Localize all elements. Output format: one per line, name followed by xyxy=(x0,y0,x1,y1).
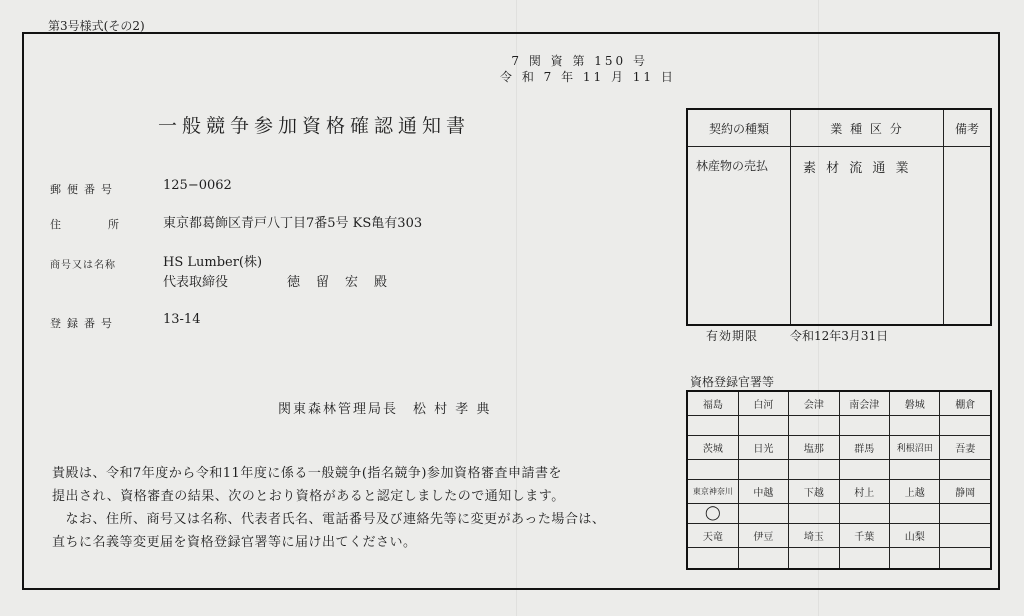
office-mark-cell xyxy=(890,459,940,479)
postal-value: 125−0062 xyxy=(163,178,232,193)
office-mark-cell xyxy=(789,459,839,479)
office-cell: 村上 xyxy=(839,479,889,503)
office-cell: 茨城 xyxy=(687,435,738,459)
office-mark-cell xyxy=(940,503,991,523)
office-mark-cell xyxy=(687,547,738,569)
registration-label: 登録番号 xyxy=(50,317,118,330)
office-cell: 東京神奈川 xyxy=(687,479,738,503)
document-title: 一般競争参加資格確認通知書 xyxy=(158,115,471,137)
office-cell: 山梨 xyxy=(890,523,940,547)
selected-office-mark: ◯ xyxy=(687,503,738,523)
office-mark-cell xyxy=(789,503,839,523)
representative-name: 徳留宏殿 xyxy=(287,275,404,290)
office-table xyxy=(686,390,992,570)
office-mark-cell xyxy=(789,547,839,569)
company-name-label: 商号又は名称 xyxy=(50,260,116,271)
office-mark-cell xyxy=(940,547,991,569)
office-mark-cell xyxy=(738,547,788,569)
issuer: 関東森林管理局長 松 村 孝 典 xyxy=(278,402,492,417)
business-category-cell: 素 材 流 通 業 xyxy=(791,147,944,326)
office-mark-cell xyxy=(738,415,788,435)
office-mark-cell xyxy=(890,503,940,523)
document-date: 令 和 7 年 11 月 11 日 xyxy=(500,70,676,84)
office-cell: 会津 xyxy=(789,391,839,415)
office-cell: 天竜 xyxy=(687,523,738,547)
body-line: なお、住所、商号又は名称、代表者氏名、電話番号及び連絡先等に変更があった場合は、 xyxy=(52,512,606,527)
document-number: 7 関 資 第 150 号 xyxy=(511,54,648,68)
office-cell: 吾妻 xyxy=(940,435,991,459)
office-cell xyxy=(940,523,991,547)
office-cell: 群馬 xyxy=(839,435,889,459)
office-mark-cell xyxy=(789,415,839,435)
office-cell: 日光 xyxy=(738,435,788,459)
office-cell: 埼玉 xyxy=(789,523,839,547)
business-category-header: 業 種 区 分 xyxy=(791,109,944,147)
body-line: 直ちに名義等変更届を資格登録官署等に届け出てください。 xyxy=(52,535,417,550)
office-cell: 南会津 xyxy=(839,391,889,415)
office-cell: 中越 xyxy=(738,479,788,503)
office-mark-cell xyxy=(940,459,991,479)
representative-title: 代表取締役 xyxy=(163,275,229,290)
body-line: 貴殿は、令和7年度から令和11年度に係る一般競争(指名競争)参加資格審査申請書を xyxy=(52,466,562,481)
office-mark-cell xyxy=(890,415,940,435)
office-cell: 上越 xyxy=(890,479,940,503)
office-cell: 利根沼田 xyxy=(890,435,940,459)
office-cell: 千葉 xyxy=(839,523,889,547)
office-cell: 福島 xyxy=(687,391,738,415)
office-caption: 資格登録官署等 xyxy=(690,375,775,389)
postal-label: 郵便番号 xyxy=(50,183,118,196)
contract-type-cell: 林産物の売払 xyxy=(687,147,791,326)
validity-date: 令和12年3月31日 xyxy=(790,329,889,343)
validity-label: 有効期限 xyxy=(706,329,759,343)
office-mark-cell xyxy=(738,503,788,523)
office-cell: 伊豆 xyxy=(738,523,788,547)
office-cell: 白河 xyxy=(738,391,788,415)
office-mark-cell xyxy=(839,459,889,479)
address-label: 住 所 xyxy=(50,218,137,231)
contract-type-header: 契約の種類 xyxy=(687,109,791,147)
office-cell: 磐城 xyxy=(890,391,940,415)
office-mark-cell xyxy=(839,415,889,435)
office-mark-cell xyxy=(839,503,889,523)
address-value: 東京都葛飾区青戸八丁目7番5号 KS亀有303 xyxy=(163,216,423,231)
office-mark-cell xyxy=(940,415,991,435)
remarks-header: 備考 xyxy=(944,109,992,147)
company-name: HS Lumber(株) xyxy=(163,255,263,270)
office-cell: 塩那 xyxy=(789,435,839,459)
form-number: 第3号様式(その2) xyxy=(48,19,145,33)
office-cell: 棚倉 xyxy=(940,391,991,415)
body-line: 提出され、資格審査の結果、次のとおり資格があると認定しましたので通知します。 xyxy=(52,489,565,504)
office-mark-cell xyxy=(738,459,788,479)
office-cell: 下越 xyxy=(789,479,839,503)
office-mark-cell xyxy=(687,415,738,435)
contract-table xyxy=(686,108,992,326)
office-mark-cell xyxy=(839,547,889,569)
remarks-cell xyxy=(944,147,992,326)
registration-number: 13-14 xyxy=(163,312,201,327)
office-cell: 静岡 xyxy=(940,479,991,503)
office-mark-cell xyxy=(687,459,738,479)
office-mark-cell xyxy=(890,547,940,569)
